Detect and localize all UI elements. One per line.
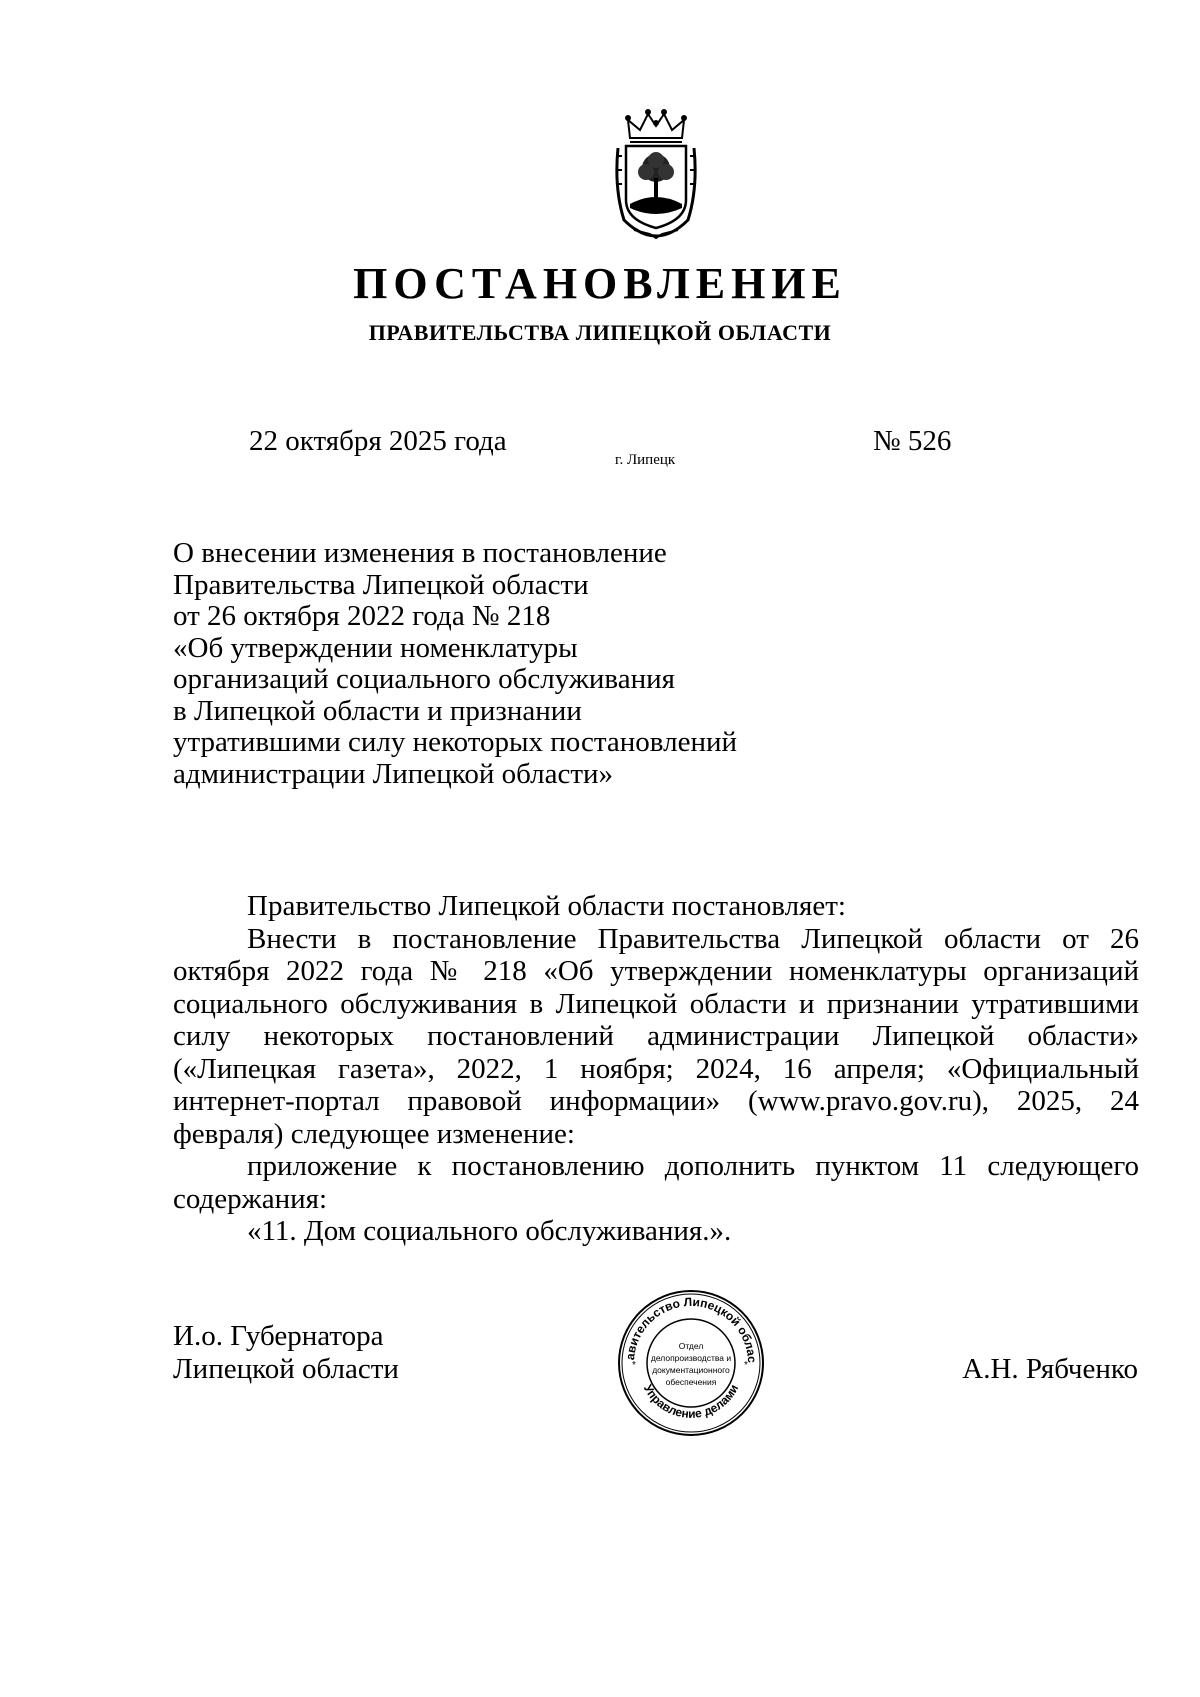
signatory-name: А.Н. Рябченко bbox=[962, 1353, 1138, 1385]
official-seal bbox=[616, 1288, 766, 1438]
seal-outer-bottom-text: Управление делами bbox=[640, 1382, 742, 1421]
svg-text:Управление делами bbox=[641, 1382, 741, 1421]
document-number: № 526 bbox=[873, 425, 952, 457]
body-paragraph: приложение к постановлению дополнить пунктом 11 следующего содержания: bbox=[173, 1150, 1139, 1215]
body-paragraph: Внести в постановление Правительства Липецкой области от 26 октября 2022 года № 218 «Об утверждении номенклатуры организаций социального обслуживания в Липецкой области и признании утратившими силу некоторых постановлений администрации Липецкой области» («Липецкая газета», 2022, 1 ноября; 2024, 16 апреля; «Официальный интернет-портал правовой информации» (www.pravo.gov.ru), 2025, 24 февраля) следующее изменение: bbox=[173, 922, 1139, 1150]
subject-line: утратившими силу некоторых постановлений bbox=[173, 726, 738, 758]
body-paragraph: Правительство Липецкой области постановляет: bbox=[247, 890, 846, 922]
svg-text:*: * bbox=[744, 1360, 748, 1371]
signatory-position-line: И.о. Губернатора bbox=[173, 1320, 384, 1352]
document-body bbox=[173, 890, 1139, 1248]
subject-line: Правительства Липецкой области bbox=[173, 568, 589, 601]
document-city: г. Липецк bbox=[615, 452, 676, 468]
subject-line: организаций социального обслуживания bbox=[173, 663, 675, 695]
subject-line: от 26 октября 2022 года № 218 bbox=[173, 600, 551, 632]
subject-line: в Липецкой области и признании bbox=[173, 694, 582, 727]
document-date: 22 октября 2025 года bbox=[249, 425, 507, 457]
document-subject bbox=[173, 538, 793, 790]
body-paragraph: «11. Дом социального обслуживания.». bbox=[247, 1215, 732, 1247]
svg-text:*: * bbox=[632, 1360, 636, 1371]
subject-line: администрации Липецкой области» bbox=[173, 757, 614, 790]
seal-inner-text: делопроизводства и bbox=[650, 1353, 732, 1363]
seal-inner-text: Отдел bbox=[678, 1341, 704, 1351]
coat-of-arms-icon bbox=[610, 108, 702, 240]
subject-line: О внесении изменения в постановление bbox=[173, 537, 667, 569]
signatory-position bbox=[173, 1320, 399, 1386]
seal-inner-text: обеспечения bbox=[665, 1377, 717, 1387]
signatory-position-line: Липецкой области bbox=[173, 1353, 399, 1385]
document-type-title: ПОСТАНОВЛЕНИЕ bbox=[353, 259, 847, 308]
seal-inner-text: документационного bbox=[652, 1365, 730, 1375]
document-issuer: ПРАВИТЕЛЬСТВА ЛИПЕЦКОЙ ОБЛАСТИ bbox=[368, 320, 832, 345]
seal-outer-top-text: авительство Липецкой облас bbox=[623, 1294, 760, 1364]
subject-line: «Об утверждении номенклатуры bbox=[173, 631, 578, 664]
